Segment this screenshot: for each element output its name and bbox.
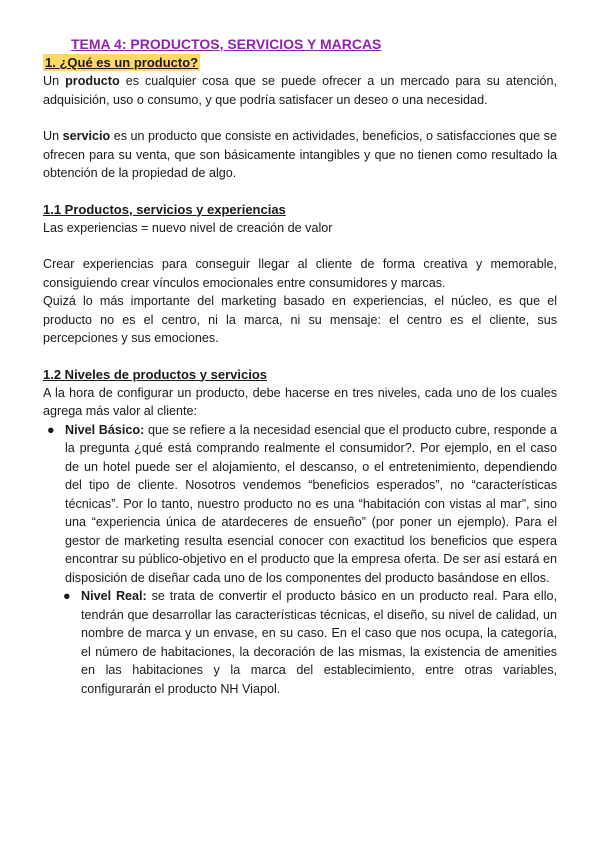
page-title: TEMA 4: PRODUCTOS, SERVICIOS Y MARCAS — [71, 36, 382, 52]
servicio-definition — [43, 127, 557, 183]
nivel-basico-text: que se refiere a la necesidad esencial que el producto cubre, responde a la pregunta ¿qué está comprando realmente el consumidor?. Por ejemplo, en el caso de un hotel puede ser el alojamiento, el descanso, o el entretenimiento, dependiendo del tipo de cliente. Nosotros vendemos “beneficios esperados”, no “características técnicas”. Por lo tanto, nuestro producto no es una “habitación con vistas al mar”, sino una “experiencia única de atardeceres de ensueño” (por poner un ejemplo). Para el gestor de marketing resulta esencial conocer con exactitud los beneficios que espera encontrar su público-objetivo en el producto que la empresa oferta. De ser así estará en disposición de diseñar cada uno de los componentes del producto basándose en ellos. — [65, 422, 557, 585]
text-run: es cualquier cosa que se puede ofrecer a un mercado para su atención, adquisición, uso o consumo, y que podría satisfacer un deseo o una necesidad. — [43, 74, 557, 107]
bullet-icon: ● — [63, 589, 71, 603]
niveles-intro: A la hora de configurar un producto, debe hacerse en tres niveles, cada uno de los cuales agrega más valor al cliente: — [43, 385, 557, 418]
experiencias-line: Las experiencias = nuevo nivel de creación de valor — [43, 220, 333, 235]
crear-experiencias-paragraph: Crear experiencias para conseguir llegar al cliente de forma creativa y memorable, consiguiendo crear vínculos emocionales entre consumidores y marcas. — [43, 257, 557, 290]
document-content — [43, 34, 557, 698]
list-item-nivel-real — [43, 587, 557, 698]
section-1-2-heading: 1.2 Niveles de productos y servicios — [43, 366, 267, 382]
spacer — [43, 348, 557, 366]
nivel-basico-label: Nivel Básico: — [65, 422, 145, 437]
bullet-icon: ● — [47, 422, 55, 437]
section-1-heading: 1. ¿Qué es un producto? — [45, 55, 199, 70]
text-run: Un — [43, 129, 63, 143]
marketing-experiencias-paragraph: Quizá lo más importante del marketing basado en experiencias, el núcleo, es que el producto no es el centro, ni la marca, ni su mensaje: el centro es el cliente, sus percepciones y sus emociones. — [43, 294, 557, 345]
text-run: Un — [43, 74, 66, 88]
nivel-real-label: Nivel Real: — [81, 589, 147, 603]
producto-definition — [43, 72, 557, 109]
spacer — [43, 183, 557, 201]
text-run: es un producto que consiste en actividades, beneficios, o satisfacciones que se ofrecen para su venta, que son básicamente intangibles y que no tienen como resultado la obtención de la propiedad de algo. — [43, 129, 557, 180]
list-item-nivel-basico — [43, 421, 557, 588]
niveles-list — [43, 421, 557, 699]
section-1-heading-wrap — [43, 54, 557, 72]
spacer — [43, 109, 557, 127]
term-producto: producto — [65, 74, 120, 88]
nivel-real-text: se trata de convertir el producto básico en un producto real. Para ello, tendrán que desarrollar las características técnicas, el diseño, su nivel de calidad, un nombre de marca y un envase, en su caso. En el caso que nos ocupa, la categoría, el número de habitaciones, la decoración de las mismas, la existencia de amenities en las habitaciones y la marca del establecimiento, entre otras variables, configurarán el producto NH Viapol. — [81, 589, 557, 696]
spacer — [43, 237, 557, 255]
term-servicio: servicio — [62, 129, 111, 143]
section-1-1-heading: 1.1 Productos, servicios y experiencias — [43, 201, 286, 217]
